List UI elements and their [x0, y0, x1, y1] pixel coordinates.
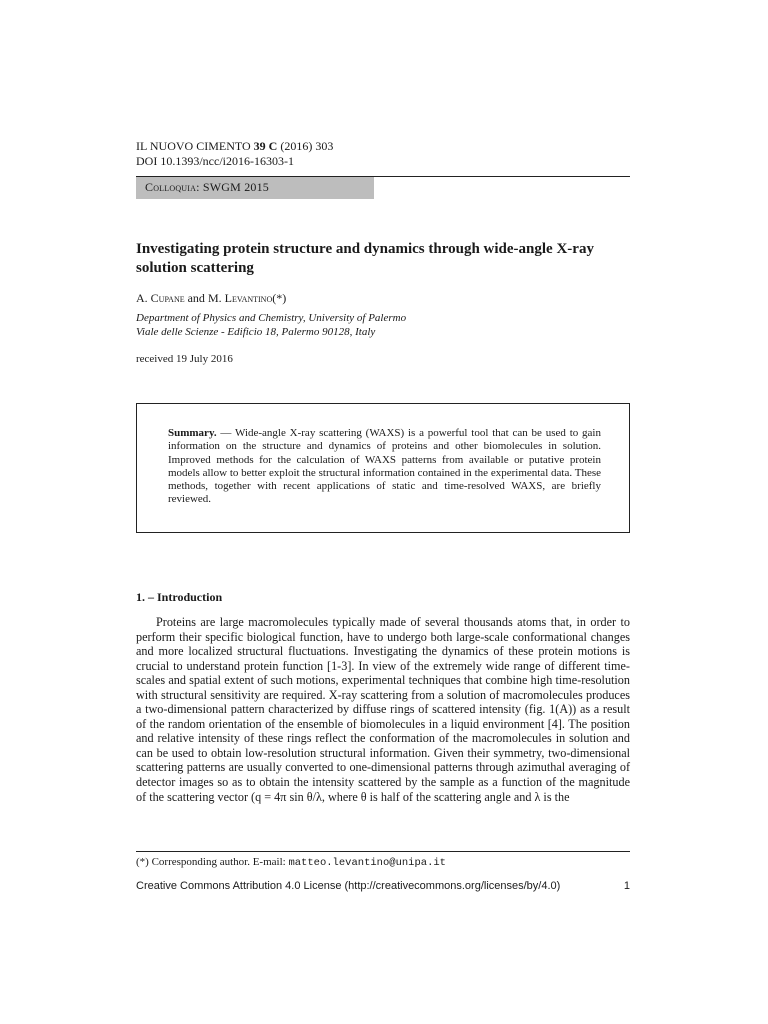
journal-name: IL NUOVO CIMENTO	[136, 139, 251, 153]
colloquia-banner	[136, 177, 374, 199]
footnote	[136, 856, 446, 869]
author-1: A. Cupane	[136, 291, 185, 305]
summary-label: Summary.	[168, 427, 217, 439]
author-line	[136, 291, 286, 306]
author-conjunction: and	[187, 291, 205, 305]
footnote-mark: (*)	[136, 856, 149, 868]
journal-year-page: (2016) 303	[280, 139, 334, 153]
received-date: received 19 July 2016	[136, 353, 233, 365]
license-line: Creative Commons Attribution 4.0 License (http://creativecommons.org/licenses/by/4.0)	[136, 880, 561, 892]
footnote-email: matteo.levantino@unipa.it	[288, 857, 446, 869]
body-paragraph: Proteins are large macromolecules typically made of several thousands atoms that, in order to perform their specific biological function, have to undergo both large-scale conformational changes and more localized structural fluctuations. Investigating the dynamics of these protein motions is crucial to understand protein function [1-3]. In view of the extremely wide range of different time-scales and spatial extent of such motions, experimental techniques that combine high time-resolution with structural sensitivity are required. X-ray scattering from a solution of macromolecules produces a two-dimensional pattern characterized by diffuse rings of scattered intensity (fig. 1(A)) as a result of the random orientation of the ensemble of biomolecules in a liquid environment [4]. The position and relative intensity of these rings reflect the conformation of the macromolecules in solution and can be used to obtain low-resolution structural information. Given their symmetry, two-dimensional scattering patterns are usually converted to one-dimensional patterns through azimuthal averaging of detector images so as to obtain the intensity scattered by the sample as a function of the magnitude of the scattering vector (q = 4π sin θ/λ, where θ is half of the scattering angle and λ is the	[136, 615, 630, 804]
footnote-rule	[136, 851, 630, 852]
doi: DOI 10.1393/ncc/i2016-16303-1	[136, 154, 294, 168]
author-2: M. Levantino	[207, 291, 273, 305]
page-number: 1	[623, 880, 630, 892]
paper-title: Investigating protein structure and dynamics through wide-angle X-ray solution scattering	[136, 241, 594, 276]
summary-text	[168, 427, 601, 507]
section-heading	[136, 590, 222, 605]
summary-box	[136, 403, 630, 533]
body-text	[136, 615, 630, 804]
section-number: 1. –	[136, 590, 154, 604]
affiliation-line-2: Viale delle Scienze - Edificio 18, Palermo 90128, Italy	[136, 326, 376, 338]
section-title: Introduction	[157, 590, 223, 604]
summary-dash: —	[216, 427, 235, 439]
corresponding-mark: (*)	[272, 291, 287, 305]
journal-volume: 39 C	[253, 139, 278, 153]
summary-body: Wide-angle X-ray scattering (WAXS) is a powerful tool that can be used to gain information on the structure and dynamics of proteins and other biomolecules in solution. Improved methods for the calculation of WAXS patterns from available or putative protein models allow to better exploit the structural information contained in the experimental data. These methods, together with recent applications of static and time-resolved WAXS, are briefly reviewed.	[168, 427, 601, 506]
affiliation	[136, 311, 406, 339]
journal-citation	[136, 139, 333, 154]
affiliation-line-1: Department of Physics and Chemistry, University of Palermo	[136, 312, 407, 324]
colloquia-label: Colloquia: SWGM 2015	[145, 180, 269, 194]
footnote-text: Corresponding author. E-mail:	[151, 856, 286, 868]
